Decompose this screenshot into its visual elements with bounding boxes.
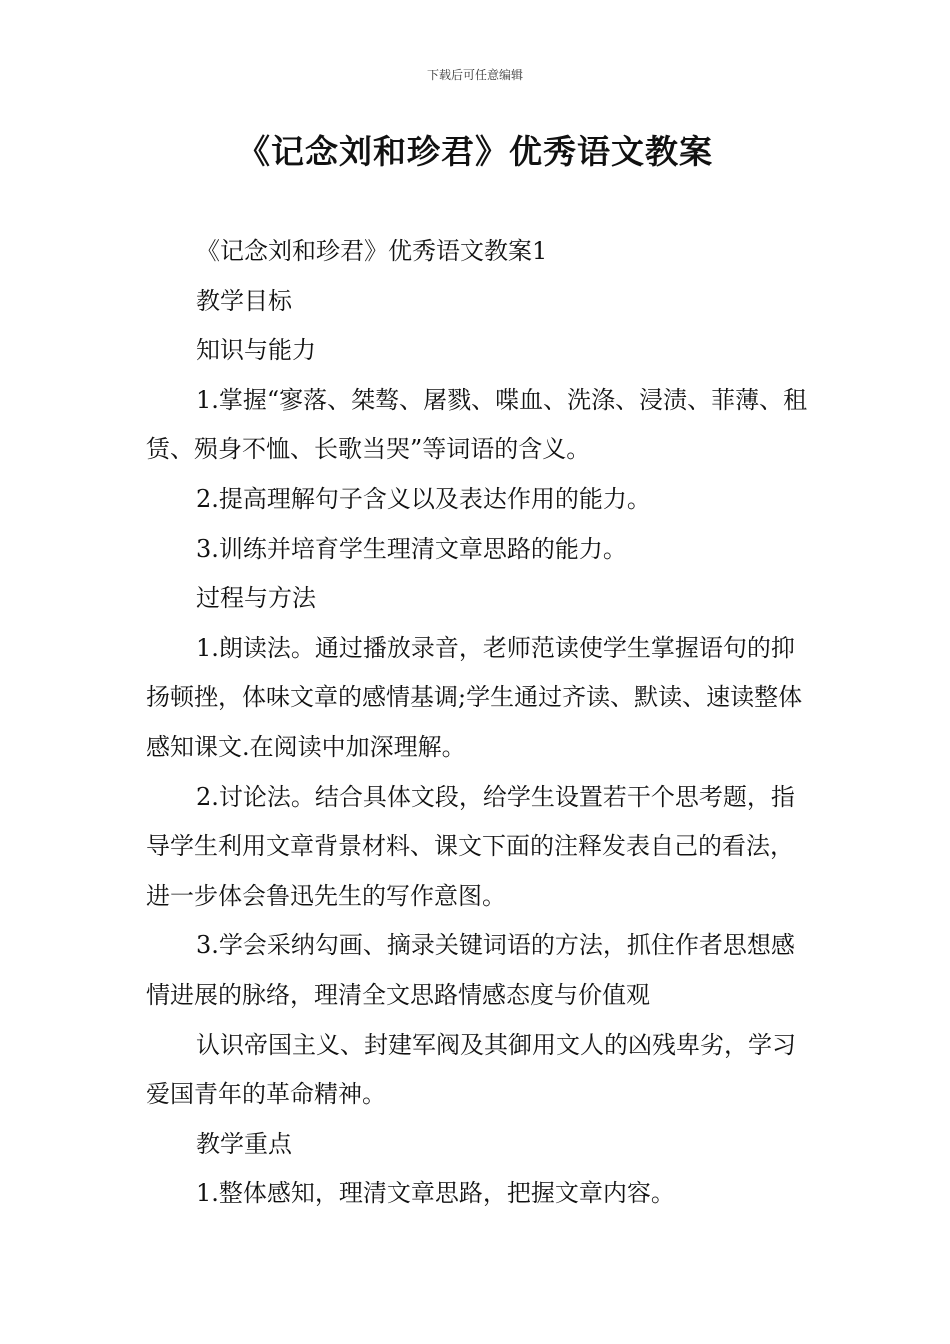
subheading-process-method: 过程与方法 bbox=[196, 584, 316, 613]
document-body bbox=[146, 227, 810, 1219]
paragraph-method-3: 3.学会采纳勾画、摘录关键词语的方法，抓住作者思想感情进展的脉络，理清全文思路情感态度与价值观 bbox=[146, 931, 795, 1009]
paragraph-method-2: 2.讨论法。结合具体文段，给学生设置若干个思考题，指导学生利用文章背景材料、课文下面的注释发表自己的看法，进一步体会鲁迅先生的写作意图。 bbox=[146, 782, 795, 910]
subheading-knowledge-ability: 知识与能力 bbox=[196, 336, 316, 365]
paragraph-goal-3: 3.训练并培育学生理清文章思路的能力。 bbox=[196, 534, 627, 563]
paragraph-goal-2: 2.提高理解句子含义以及表达作用的能力。 bbox=[196, 484, 651, 513]
section-heading-key-points: 教学重点 bbox=[196, 1129, 292, 1158]
paragraph-values: 认识帝国主义、封建军阀及其御用文人的凶残卑劣，学习爱国青年的革命精神。 bbox=[146, 1030, 796, 1109]
paragraph-method-1: 1.朗读法。通过播放录音，老师范读使学生掌握语句的抑扬顿挫，体味文章的感情基调;学生通过齐读、默读、速读整体感知课文.在阅读中加深理解。 bbox=[146, 633, 803, 761]
document-title: 《记念刘和珍君》优秀语文教案 bbox=[237, 132, 713, 171]
lesson-heading: 《记念刘和珍君》优秀语文教案1 bbox=[196, 237, 548, 265]
paragraph-key-point-1: 1.整体感知，理清文章思路，把握文章内容。 bbox=[196, 1179, 675, 1208]
section-heading-teaching-goals: 教学目标 bbox=[196, 286, 292, 315]
paragraph-goal-1: 1.掌握“寥落、桀骜、屠戮、喋血、洗涤、浸渍、菲薄、租赁、殒身不恤、长歌当哭”等词语的含义。 bbox=[146, 385, 808, 464]
page-header-note: 下载后可任意编辑 bbox=[426, 68, 523, 82]
